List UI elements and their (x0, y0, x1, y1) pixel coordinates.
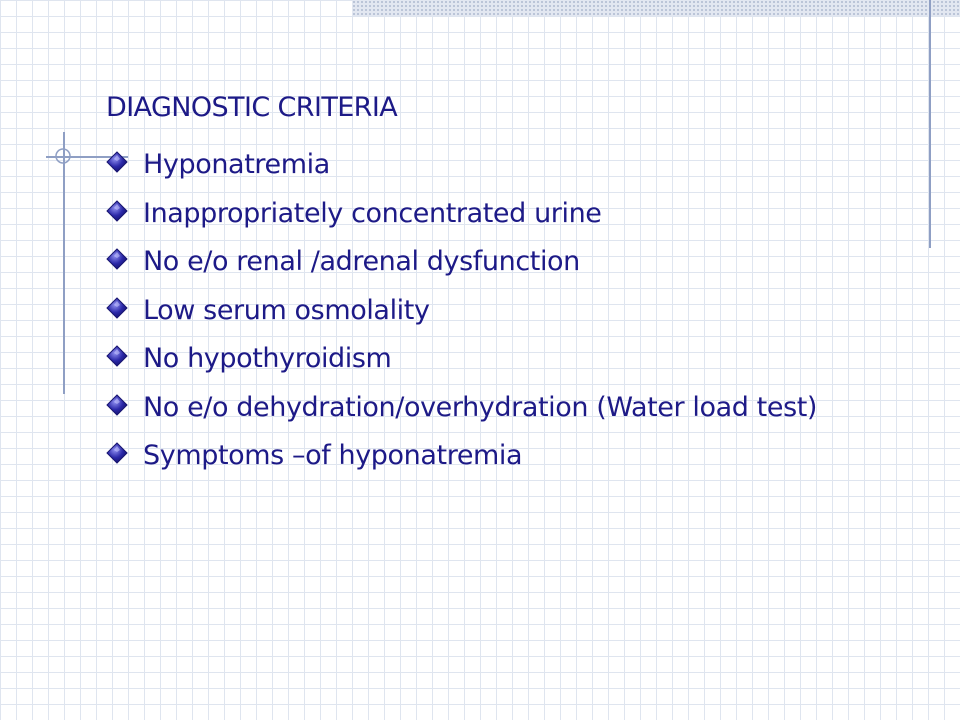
bullet-text: Hyponatremia (143, 149, 330, 180)
top-decorative-band (352, 0, 960, 16)
bullet-text: Symptoms –of hyponatremia (143, 440, 523, 471)
bullet-text: No hypothyroidism (143, 343, 392, 374)
list-item (106, 242, 886, 281)
list-item (106, 194, 886, 233)
diamond-bullet-icon (106, 345, 128, 367)
diamond-bullet-icon (106, 394, 128, 416)
diamond-bullet-icon (106, 151, 128, 173)
slide-title: DIAGNOSTIC CRITERIA (106, 92, 398, 123)
criteria-list (106, 145, 886, 485)
bullet-text: No e/o renal /adrenal dysfunction (143, 246, 580, 277)
bullet-text: Low serum osmolality (143, 294, 430, 326)
list-item (106, 145, 886, 184)
diamond-bullet-icon (106, 442, 128, 464)
crosshair-icon (54, 147, 72, 165)
left-vertical-rule (63, 132, 65, 394)
list-item (106, 388, 886, 427)
bullet-text: No e/o dehydration/overhydration (Water load test) (143, 391, 818, 423)
right-vertical-rule (929, 0, 931, 248)
diamond-bullet-icon (106, 297, 128, 319)
list-item (106, 291, 886, 330)
diamond-bullet-icon (106, 200, 128, 222)
list-item (106, 339, 886, 378)
bullet-text: Inappropriately concentrated urine (143, 197, 602, 229)
diamond-bullet-icon (106, 248, 128, 270)
list-item (106, 436, 886, 475)
